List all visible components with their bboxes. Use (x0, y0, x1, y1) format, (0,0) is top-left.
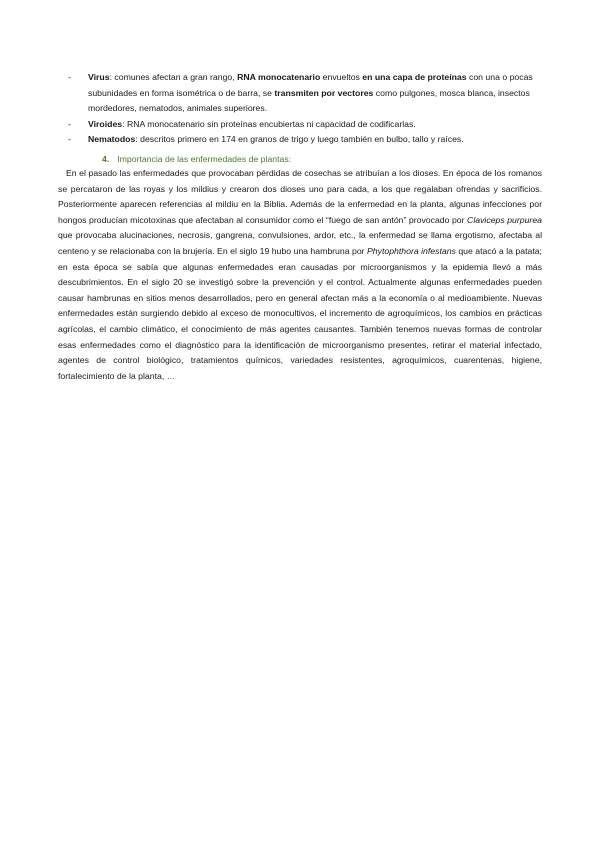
text-run: : descritos primero en 174 en granos de trigo y luego también en bulbo, tallo y raíces. (135, 134, 464, 145)
bullet-dash: - (68, 72, 71, 82)
body-paragraph (58, 166, 542, 384)
species-name: Phytophthora infestans (366, 245, 456, 256)
text-run: envueltos (320, 72, 363, 82)
text-run: : RNA monocatenario sin proteínas encubiertas ni capacidad de codificarlas. (122, 118, 416, 129)
term-nematodos: Nematodos (88, 134, 136, 145)
text-run: con una o pocas subunidades en forma isométrica o de barra, se (88, 72, 533, 98)
section-title: Importancia de las enfermedades de plantas: (117, 154, 292, 164)
text-run: que atacó a la patata; en esta época se sabía que algunas enfermedades eran causadas por microorganismos y la epidemia llevó a más descubrimientos. En el siglo 20 se investigó sobre la prevención y el control. Actualmente algunas enfermedades pueden causar hambrunas en sitios menos desarrollados, pero en general afectan más a la economía o al medioambiente. Nuevas enfermedades están surgiendo debido al exceso de monocultivos, el incremento de agroquímicos, los cambios en prácticas agrícolas, el cambio climático, el conocimiento de más agentes causantes. También tenemos nuevas formas de controlar esas enfermedades como el diagnóstico para la identificación de microorganismo presentes, retirar el material infectado, agentes de control biológico, tratamientos químicos, variedades resistentes, agroquímicos, cuarentenas, higiene, fortalecimiento de la planta, … (58, 245, 542, 381)
bullet-item-nematodos (68, 132, 546, 148)
term-viroides: Viroides (88, 118, 123, 129)
bullet-list (68, 70, 546, 148)
bullet-dash: - (68, 118, 71, 129)
term-vectores: transmiten por vectores (274, 87, 374, 98)
term-capa: en una capa de proteínas (362, 72, 467, 82)
bullet-item-viroides (68, 117, 546, 133)
bullet-text (88, 117, 546, 133)
bullet-dash: - (68, 134, 71, 145)
bullet-text (88, 132, 546, 148)
section-number: 4. (102, 154, 110, 164)
text-run: : comunes afectan a gran rango, (109, 72, 238, 82)
section-heading (102, 153, 291, 166)
term-rna: RNA monocatenario (237, 72, 321, 82)
bullet-item-virus (68, 70, 546, 117)
text-run: En el pasado las enfermedades que provocaban pérdidas de cosechas se atribuían a los dioses. En época de los romanos se percataron de las royas y los mildius y crearon dos dioses uno para cada, a los que regalaban ofrendas y sacrificios. Posteriormente aparecen referencias al mildiu en la Biblia. Además de la enfermedad en la planta, algunas infecciones por hongos producían micotoxinas que afectaban al consumidor como el “fuego de san antón” provocado por (58, 168, 542, 225)
bullet-text (88, 70, 546, 117)
species-name: Claviceps purpurea (467, 214, 542, 225)
term-virus: Virus (88, 72, 110, 82)
text-run: que provocaba alucinaciones, necrosis, gangrena, convulsiones, ardor, etc., la enfermedad se llama ergotismo, afectaba al centeno y se relacionaba con la brujería. En el siglo 19 hubo una hambruna por (58, 230, 542, 256)
text-run: como pulgones, mosca blanca, insectos mordedores, nematodos, animales superiores. (88, 87, 530, 114)
